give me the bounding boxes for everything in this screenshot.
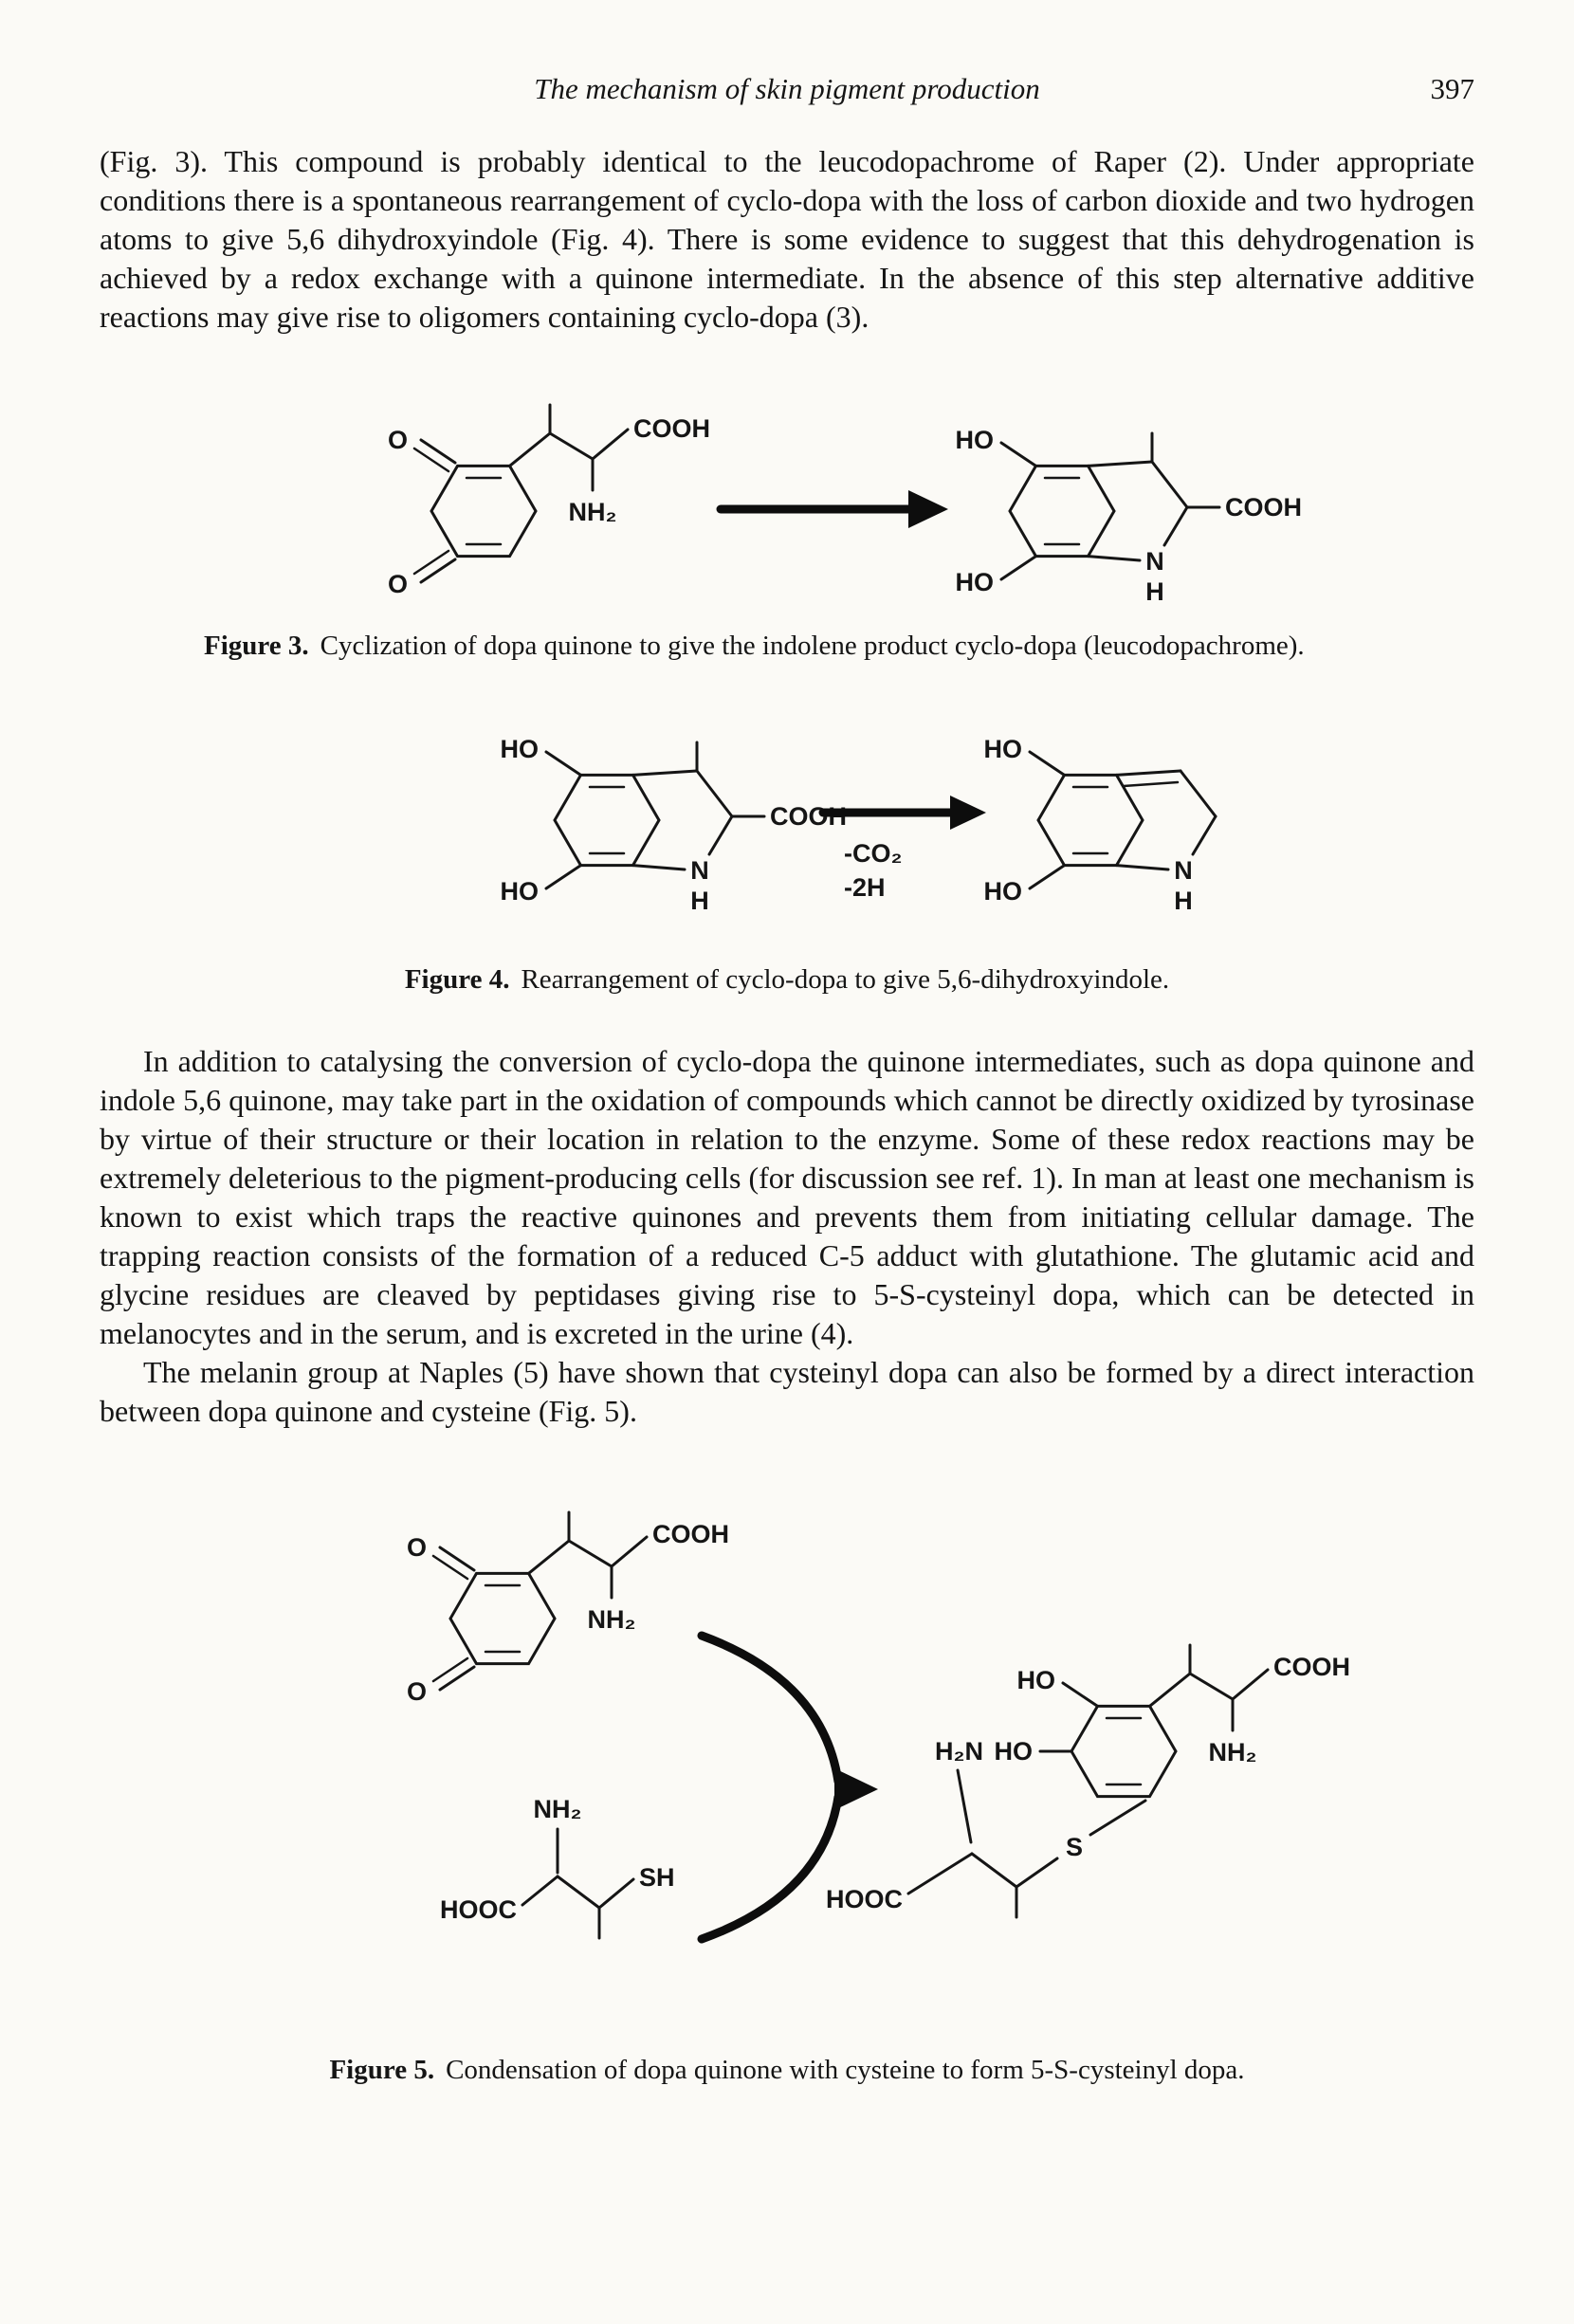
fig4-cyclodopa-ho2-label: HO bbox=[500, 877, 539, 906]
fig5-dopa-quinone-structure bbox=[407, 1512, 729, 1706]
fig4-cyclodopa-h-label: H bbox=[690, 887, 709, 915]
fig5-adduct-h2n-label: H₂N bbox=[935, 1737, 983, 1766]
fig5-adduct-hooc-label: HOOC bbox=[826, 1885, 903, 1913]
paragraph-1: (Fig. 3). This compound is probably identical to the leucodopachrome of Raper (2). Under appropriate conditions there is a spontaneous rearrangement of cyclo-dopa with the loss of carbon dioxide and two hydrogen atoms to give 5,6 dihydroxyindole (Fig. 4). There is some evidence to suggest that this dehydrogenation is achieved by a redox exchange with a quinone intermediate. In the absence of this step alternative additive reactions may give rise to oligomers containing cyclo-dopa (3). bbox=[100, 144, 1474, 334]
fig5-quinone-o1-label: O bbox=[406, 1533, 427, 1562]
fig3-cyclodopa-structure bbox=[956, 426, 1303, 606]
fig3-quinone-o1-label: O bbox=[387, 426, 408, 454]
fig4-indole-ho2-label: HO bbox=[983, 877, 1022, 906]
fig5-cysteine-hooc-label: HOOC bbox=[440, 1895, 517, 1924]
fig3-cyclodopa-cooh-label: COOH bbox=[1225, 493, 1302, 522]
figure3-caption-text: Cyclization of dopa quinone to give the indolene product cyclo-dopa (leucodopachrome). bbox=[320, 631, 1305, 661]
fig5-cysteine-nh2-label: NH₂ bbox=[533, 1795, 582, 1823]
fig4-cyclodopa-ho1-label: HO bbox=[500, 735, 539, 763]
fig3-reaction-arrow-icon bbox=[721, 490, 948, 528]
fig5-adduct-cooh-label: COOH bbox=[1273, 1653, 1350, 1681]
fig3-cyclodopa-h-label: H bbox=[1145, 577, 1164, 606]
paragraph-3: The melanin group at Naples (5) have shown that cysteinyl dopa can also be formed by a direct interaction between dopa quinone and cysteine (Fig. 5). bbox=[100, 1355, 1474, 1428]
fig5-quinone-cooh-label: COOH bbox=[652, 1520, 729, 1548]
figure5-diagram bbox=[0, 1476, 1574, 2026]
fig5-quinone-nh2-label: NH₂ bbox=[587, 1605, 636, 1634]
figure3-diagram bbox=[0, 388, 1574, 606]
fig4-indole-h-label: H bbox=[1174, 887, 1193, 915]
fig4-cyclodopa-cooh-label: COOH bbox=[770, 802, 847, 831]
figure4-caption-label: Figure 4. bbox=[404, 964, 510, 995]
page-header bbox=[100, 70, 1474, 108]
fig5-quinone-o2-label: O bbox=[406, 1677, 427, 1706]
fig3-cyclodopa-ho2-label: HO bbox=[955, 568, 994, 596]
fig3-quinone-o2-label: O bbox=[387, 570, 408, 598]
fig4-cyclodopa-n-label: N bbox=[690, 856, 709, 885]
figure5-caption-text: Condensation of dopa quinone with cysteine to form 5-S-cysteinyl dopa. bbox=[446, 2055, 1245, 2085]
fig4-dihydroxyindole-structure bbox=[984, 735, 1217, 915]
fig4-arrow-2h-label: -2H bbox=[844, 873, 886, 902]
fig4-reaction-arrow-icon bbox=[823, 796, 986, 902]
fig3-cyclodopa-ho1-label: HO bbox=[955, 426, 994, 454]
fig5-adduct-nh2-label: NH₂ bbox=[1208, 1738, 1257, 1766]
paragraph-2: In addition to catalysing the conversion of cyclo-dopa the quinone intermediates, such as dopa quinone and indole 5,6 quinone, may take part in the oxidation of compounds which cannot be directly oxidized by tyrosinase by virtue of their structure or their location in relation to the enzyme. Some of these redox reactions may be extremely deleterious to the pigment-producing cells (for discussion see ref. 1). In man at least one mechanism is known to exist which traps the reactive quinones and prevents them from initiating cellular damage. The trapping reaction consists of the formation of a reduced C-5 adduct with glutathione. The glutamic acid and glycine residues are cleaved by peptidases giving rise to 5-S-cysteinyl dopa, which can be detected in melanocytes and in the serum, and is excreted in the urine (4). bbox=[100, 1044, 1474, 1350]
fig5-cysteine-sh-label: SH bbox=[639, 1863, 675, 1892]
figure3-caption-label: Figure 3. bbox=[204, 631, 309, 661]
fig3-quinone-cooh-label: COOH bbox=[633, 414, 710, 443]
fig4-indole-ho1-label: HO bbox=[983, 735, 1022, 763]
figure3-caption bbox=[204, 627, 1370, 665]
fig4-cyclodopa-structure bbox=[501, 735, 848, 915]
page-number: 397 bbox=[1430, 72, 1474, 105]
fig3-cyclodopa-n-label: N bbox=[1145, 547, 1164, 576]
figure4-diagram bbox=[0, 706, 1574, 934]
figure4-caption bbox=[100, 961, 1474, 998]
figure5-caption-label: Figure 5. bbox=[329, 2055, 435, 2085]
fig5-cysteine-structure bbox=[440, 1795, 675, 1938]
fig4-arrow-co2-label: -CO₂ bbox=[844, 839, 903, 868]
fig5-adduct-s-label: S bbox=[1065, 1833, 1084, 1861]
fig3-quinone-nh2-label: NH₂ bbox=[568, 498, 617, 526]
fig3-dopa-quinone-structure bbox=[388, 405, 710, 598]
figure5-caption bbox=[100, 2051, 1474, 2089]
running-title: The mechanism of skin pigment production bbox=[534, 72, 1040, 105]
fig5-adduct-ho1-label: HO bbox=[1016, 1666, 1055, 1694]
fig4-indole-n-label: N bbox=[1174, 856, 1193, 885]
figure4-caption-text: Rearrangement of cyclo-dopa to give 5,6-dihydroxyindole. bbox=[521, 964, 1170, 995]
fig5-adduct-ho2-label: HO bbox=[994, 1737, 1033, 1766]
fig5-cysteinyl-dopa-structure bbox=[826, 1645, 1350, 1917]
